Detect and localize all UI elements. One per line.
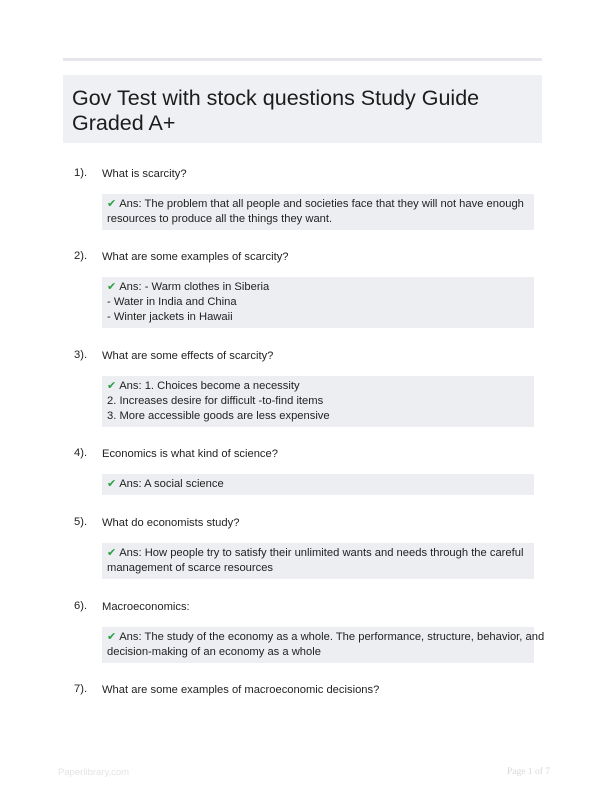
question-number: 2). [74, 250, 88, 262]
question-number: 3). [74, 349, 88, 361]
answer-box [102, 194, 534, 230]
answer-line: resources to produce all the things they want. [107, 213, 333, 225]
question-text: Macroeconomics: [102, 601, 190, 613]
question-number: 5). [74, 516, 88, 528]
answer-line: Ans: How people try to satisfy their unlimited wants and needs through the careful [119, 547, 524, 559]
question-number: 6). [74, 600, 88, 612]
qa-item-5 [74, 516, 536, 579]
question-number: 4). [74, 447, 88, 459]
top-divider [63, 58, 542, 61]
answer-line: Ans: The problem that all people and societies face that they will not have enough [119, 198, 524, 210]
check-icon: ✔ [107, 198, 117, 210]
answer-box [102, 543, 534, 579]
footer-watermark: Paperlibrary.com [58, 767, 130, 778]
answer-line: - Water in India and China [107, 296, 237, 308]
check-icon: ✔ [107, 631, 117, 643]
answer-box [102, 277, 534, 328]
answer-line: Ans: A social science [119, 478, 224, 490]
question-text: What are some examples of macroeconomic decisions? [102, 684, 380, 696]
answer-box [102, 376, 534, 427]
check-icon: ✔ [107, 478, 117, 490]
answer-line: decision-making of an economy as a whole [107, 646, 321, 658]
answer-box [102, 474, 534, 495]
qa-item-2 [74, 250, 536, 328]
answer-line: management of scarce resources [107, 562, 274, 574]
answer-line: 3. More accessible goods are less expensive [107, 410, 330, 422]
check-icon: ✔ [107, 281, 117, 293]
question-number: 7). [74, 683, 88, 695]
qa-item-1 [74, 167, 536, 230]
qa-item-7 [74, 683, 536, 701]
answer-line: 2. Increases desire for difficult -to-find items [107, 395, 324, 407]
question-text: Economics is what kind of science? [102, 448, 278, 460]
question-number: 1). [74, 167, 88, 179]
question-text: What do economists study? [102, 517, 240, 529]
answer-line: Ans: The study of the economy as a whole. The performance, structure, behavior, and [119, 631, 545, 643]
answer-box [102, 627, 545, 663]
question-text: What are some effects of scarcity? [102, 350, 274, 362]
question-text: What are some examples of scarcity? [102, 251, 289, 263]
title-banner [63, 75, 542, 143]
answer-line: Ans: - Warm clothes in Siberia [119, 281, 270, 293]
qa-item-4 [74, 447, 536, 495]
qa-item-6 [74, 600, 545, 663]
page-number-label: Page 1 of 7 [507, 767, 551, 777]
answer-line: Ans: 1. Choices become a necessity [119, 380, 300, 392]
qa-item-3 [74, 349, 536, 427]
check-icon: ✔ [107, 380, 117, 392]
answer-line: - Winter jackets in Hawaii [107, 311, 233, 323]
question-text: What is scarcity? [102, 168, 187, 180]
check-icon: ✔ [107, 547, 117, 559]
document-title: Gov Test with stock questions Study Guide Graded A+ [72, 86, 480, 135]
